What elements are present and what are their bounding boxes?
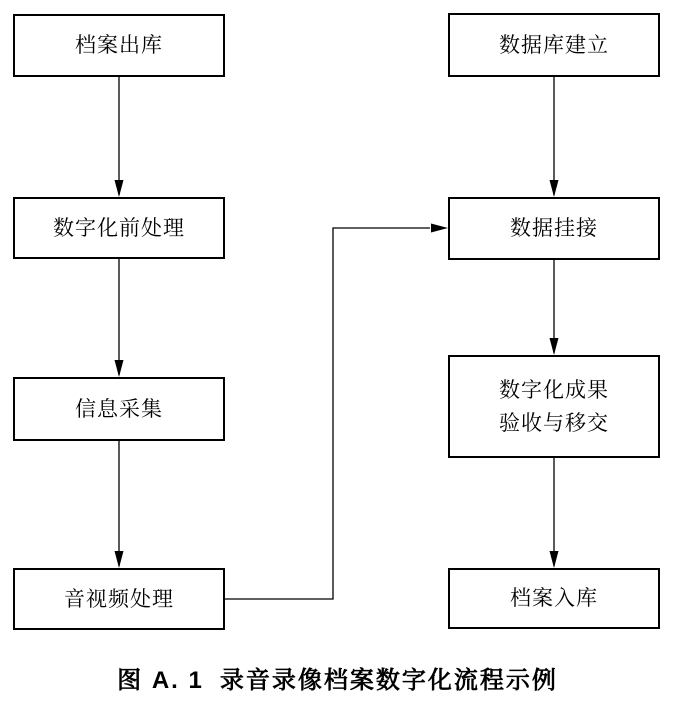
flow-box-label-line2: 验收与移交 <box>499 410 609 435</box>
arrowhead-down-5 <box>550 338 559 355</box>
arrowhead-right-link <box>431 224 448 233</box>
arrowhead-down-1 <box>115 180 124 197</box>
figure-number: 图 A. 1 <box>117 667 204 694</box>
flow-box-archive-in <box>448 568 660 629</box>
flow-box-label: 档案入库 <box>510 586 598 610</box>
flow-box-label-line1: 数字化成果 <box>499 377 609 402</box>
figure-title: 录音录像档案数字化流程示例 <box>219 667 558 694</box>
flow-box-label: 数据库建立 <box>499 32 609 57</box>
flow-box-pre-processing <box>13 197 225 259</box>
flow-box-label: 数据挂接 <box>510 216 598 240</box>
flow-box-archive-out <box>13 14 225 77</box>
arrowhead-down-6 <box>550 551 559 568</box>
arrowhead-down-3 <box>115 551 124 568</box>
flow-box-av-processing <box>13 568 225 630</box>
arrowhead-down-4 <box>550 180 559 197</box>
arrow-lines <box>119 77 554 599</box>
flow-box-data-linking <box>448 197 660 260</box>
flow-box-label: 信息采集 <box>75 396 163 421</box>
flow-box-label: 数字化前处理 <box>53 215 185 240</box>
arrowhead-down-2 <box>115 360 124 377</box>
flow-box-info-collection <box>13 377 225 441</box>
flow-box-database-setup <box>448 13 660 77</box>
flow-box-results-acceptance <box>448 355 660 458</box>
flow-box-label: 音视频处理 <box>64 586 174 611</box>
connector-av-to-link <box>225 228 430 599</box>
figure-caption <box>0 660 675 695</box>
flow-box-label: 档案出库 <box>75 33 163 57</box>
